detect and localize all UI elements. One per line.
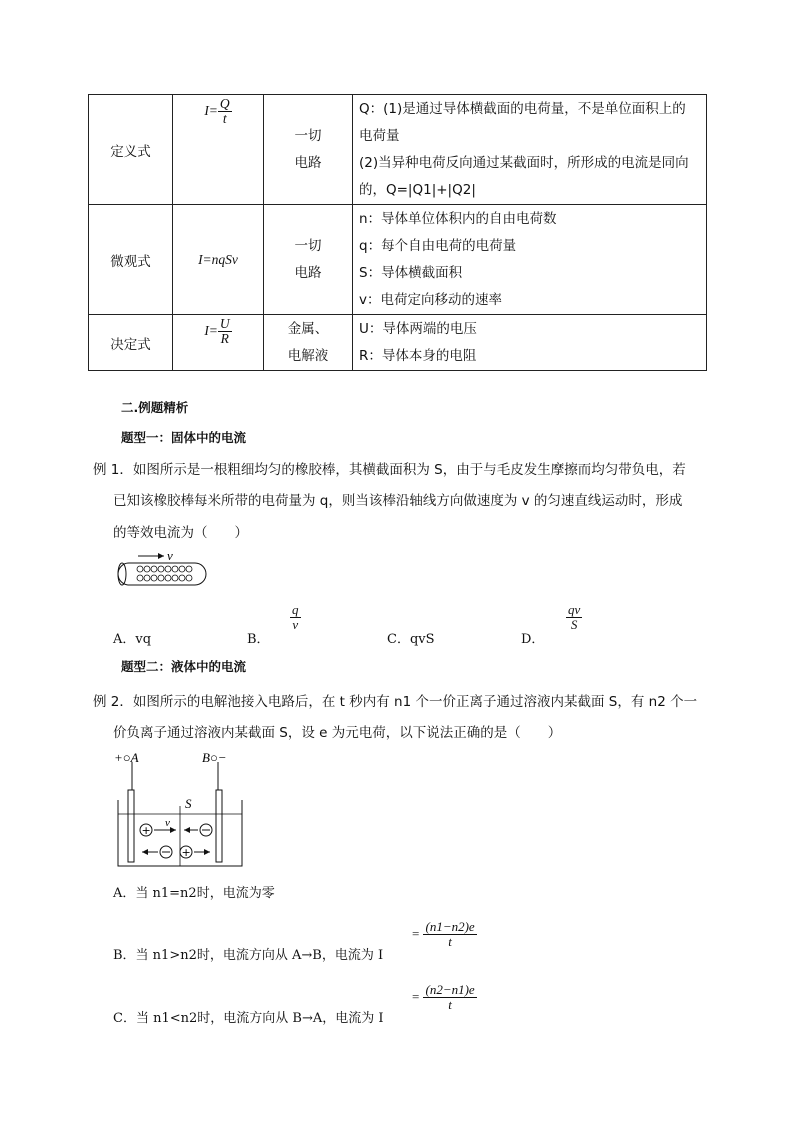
right-terminal-label: B○− [202,750,227,765]
example-2-line: 例 2．如图所示的电解池接入电路后，在 t 秒内有 n1 个一价正离子通过溶液内某截面 S，有 n2 个一 [93,694,698,710]
table-row [89,205,707,315]
option-d-fraction: $\frac{qv}{S}$ [568,602,581,632]
formula-name: 定义式 [89,95,173,205]
option-b[interactable]: B． [247,632,270,647]
example-1-line: 例 1．如图所示是一根粗细均匀的橡胶棒，其横截面积为 S，由于与毛皮发生摩擦而均匀带负电，若 [93,462,686,478]
svg-text:+: + [181,846,191,859]
option-c[interactable]: C．qvS [387,632,435,647]
svg-text:+: + [141,824,151,837]
electrolytic-cell-diagram [110,748,250,870]
formula-name: 决定式 [89,315,173,371]
option-b-formula: = $\frac{(n1-n2)e}{t}$ [412,919,475,949]
example-1-line: 的等效电流为（ ） [113,525,248,541]
ion-velocity-label: v [165,817,170,829]
left-terminal-label: +○A [114,750,139,765]
table-row [89,95,707,205]
example-1-line: 已知该橡胶棒每米所带的电荷量为 q，则当该棒沿轴线方向做速度为 v 的匀速直线运动时，形成 [113,493,683,509]
description-cell: U：导体两端的电压 R：导体本身的电阻 [353,315,707,371]
formula-cell: I=nqSv [173,205,264,315]
option-d[interactable]: D． [521,632,545,647]
question-type-heading: 题型二：液体中的电流 [121,659,247,674]
option-a[interactable]: A．vq [113,632,152,647]
section-s-label: S [185,796,192,811]
scope-cell: 金属、 电解液 [264,315,353,371]
formula-cell: I= $\frac{Q}{t}$ [173,95,264,205]
description-cell: Q：(1)是通过导体横截面的电荷量，不是单位面积上的 电荷量 (2)当异种电荷反向通过某截面时，所形成的电流是同向 的，Q=|Q1|+|Q2| [353,95,707,205]
formula-name: 微观式 [89,205,173,315]
scope-cell: 一切 电路 [264,205,353,315]
description-cell: n：导体单位体积内的自由电荷数 q：每个自由电荷的电荷量 S：导体横截面积 v：电荷定向移动的速率 [353,205,707,315]
section-title: 二.例题精析 [121,400,189,415]
option-c[interactable]: C．当 n1<n2时，电流方向从 B→A，电流为 I [113,1011,384,1026]
table-row [89,315,707,371]
option-b-fraction: $\frac{q}{v}$ [292,602,299,632]
charged-rod-diagram [112,548,218,590]
formula-cell: I= $\frac{U}{R}$ [173,315,264,371]
velocity-label: v [167,548,173,563]
current-formula-table [88,94,707,371]
option-c-formula: = $\frac{(n2-n1)e}{t}$ [412,982,475,1012]
example-2-line: 价负离子通过溶液内某截面 S，设 e 为元电荷，以下说法正确的是（ ） [113,725,562,741]
option-a[interactable]: A．当 n1=n2时，电流为零 [113,886,275,901]
scope-cell: 一切 电路 [264,95,353,205]
question-type-heading: 题型一：固体中的电流 [121,430,247,445]
option-b[interactable]: B．当 n1>n2时，电流方向从 A→B，电流为 I [113,948,384,963]
